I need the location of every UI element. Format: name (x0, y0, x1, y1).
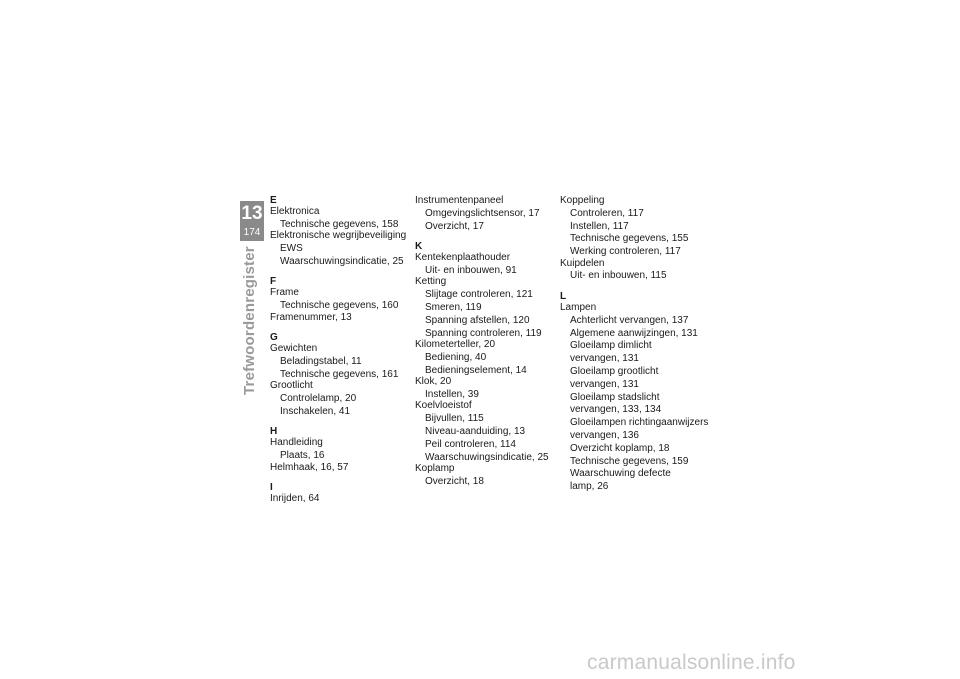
index-subentry: Technische gegevens, 155 (570, 233, 689, 245)
index-subentry: Spanning afstellen, 120 (425, 314, 530, 326)
section-letter: K (415, 241, 423, 253)
index-entry (270, 312, 420, 324)
index-subentry: vervangen, 131 (570, 353, 639, 365)
index-section (270, 195, 420, 267)
index-subentry: Controlelamp, 20 (280, 393, 357, 405)
section-letter: F (270, 276, 277, 288)
index-term: Helmhaak, 16, 57 (270, 461, 349, 473)
index-subentry: Overzicht, 17 (425, 220, 484, 232)
index-subentry: Technische gegevens, 159 (570, 455, 689, 467)
index-subentry: Instellen, 39 (425, 388, 479, 400)
index-column (270, 195, 420, 514)
index-subentry: Plaats, 16 (280, 450, 325, 462)
index-entry (270, 437, 420, 461)
index-subentry: Waarschuwing defecte (570, 468, 671, 480)
index-subentry: vervangen, 136 (570, 429, 639, 441)
index-term: Frame (270, 287, 299, 299)
index-subentry: Omgevingslichtsensor, 17 (425, 207, 540, 219)
index-subentry: Smeren, 119 (425, 301, 482, 313)
index-entry (415, 276, 565, 339)
index-entry (270, 230, 420, 267)
index-subentry: Gloeilamp grootlicht (570, 365, 659, 377)
index-term: Koppeling (560, 195, 605, 206)
index-term: Gewichten (270, 343, 318, 355)
index-entry (560, 195, 710, 258)
index-subentry: EWS (280, 243, 303, 255)
index-section (270, 426, 420, 473)
index-subentry: Technische gegevens, 158 (280, 218, 399, 230)
index-section (415, 241, 565, 487)
index-entry (270, 287, 420, 311)
index-subentry: Bediening, 40 (425, 351, 487, 363)
section-letter: G (270, 332, 278, 344)
index-subentry: lamp, 26 (570, 481, 609, 493)
index-term: Kentekenplaathouder (415, 252, 511, 264)
index-entry (270, 462, 420, 474)
index-entry (270, 343, 420, 380)
index-subentry: Gloeilamp stadslicht (570, 391, 660, 403)
index-entry (270, 206, 420, 230)
index-entry (560, 258, 710, 282)
index-subentry: Waarschuwingsindicatie, 25 (425, 451, 549, 463)
index-entry (415, 339, 565, 376)
index-subentry: Uit- en inbouwen, 91 (425, 264, 517, 276)
index-entry (415, 400, 565, 463)
index-term: Kilometerteller, 20 (415, 339, 496, 351)
index-term: Elektronische wegrijbeveiliging (270, 230, 407, 242)
index-entry (270, 380, 420, 417)
index-section (270, 482, 420, 505)
index-subentry: Spanning controleren, 119 (425, 327, 542, 339)
chapter-tab (240, 201, 264, 241)
index-subentry: Niveau-aanduiding, 13 (425, 426, 526, 438)
index-entry (415, 195, 565, 232)
index-subentry: Slijtage controleren, 121 (425, 289, 533, 301)
index-term: Klok, 20 (415, 376, 452, 388)
index-subentry: Bijvullen, 115 (425, 413, 484, 425)
index-entry (270, 493, 420, 505)
index-term: Ketting (415, 276, 447, 288)
index-section (270, 332, 420, 417)
index-term: Kuipdelen (560, 257, 605, 269)
index-section (270, 276, 420, 323)
index-subentry: vervangen, 133, 134 (570, 404, 662, 416)
index-subentry: Uit- en inbouwen, 115 (570, 270, 667, 282)
section-letter: I (270, 482, 273, 494)
index-section (415, 195, 565, 232)
index-section (560, 195, 710, 282)
watermark: carmanualsonline.info (587, 651, 796, 674)
section-letter: E (270, 195, 277, 206)
index-subentry: Controleren, 117 (570, 207, 644, 219)
index-subentry: Peil controleren, 114 (425, 438, 516, 450)
index-subentry: Waarschuwingsindicatie, 25 (280, 255, 404, 267)
index-subentry: Achterlicht vervangen, 137 (570, 314, 689, 326)
index-subentry: Beladingstabel, 11 (280, 355, 362, 367)
index-subentry: Overzicht, 18 (425, 475, 484, 487)
section-letter: L (560, 290, 567, 302)
page-number: 174 (243, 227, 261, 238)
chapter-title: Trefwoordenregister (241, 246, 258, 395)
index-entry (415, 376, 565, 400)
index-subentry: Instellen, 117 (570, 220, 629, 232)
index-subentry: Algemene aanwijzingen, 131 (570, 327, 698, 339)
index-subentry: Technische gegevens, 160 (280, 300, 399, 312)
index-column (560, 195, 710, 502)
index-entry (415, 252, 565, 276)
index-subentry: Bedieningselement, 14 (425, 364, 527, 376)
index-term: Elektronica (270, 206, 320, 217)
index-subentry: Technische gegevens, 161 (280, 368, 399, 380)
index-term: Handleiding (270, 437, 323, 449)
index-term: Koelvloeistof (415, 400, 472, 412)
index-subentry: Gloeilampen richtingaanwijzers (570, 417, 709, 429)
index-term: Grootlicht (270, 380, 313, 392)
index-term: Lampen (560, 301, 597, 313)
index-entry (415, 463, 565, 487)
index-term: Inrijden, 64 (270, 493, 320, 505)
index-entry (560, 302, 710, 493)
chapter-number: 13 (241, 203, 263, 224)
index-subentry: vervangen, 131 (570, 378, 639, 390)
index-subentry: Inschakelen, 41 (280, 405, 351, 417)
index-section (560, 291, 710, 493)
index-subentry: Werking controleren, 117 (570, 246, 681, 258)
index-column (415, 195, 565, 496)
index-term: Framenummer, 13 (270, 311, 352, 323)
index-subentry: Overzicht koplamp, 18 (570, 442, 670, 454)
section-letter: H (270, 426, 278, 438)
index-term: Koplamp (415, 463, 455, 475)
index-term: Instrumentenpaneel (415, 195, 504, 206)
index-subentry: Gloeilamp dimlicht (570, 340, 652, 352)
